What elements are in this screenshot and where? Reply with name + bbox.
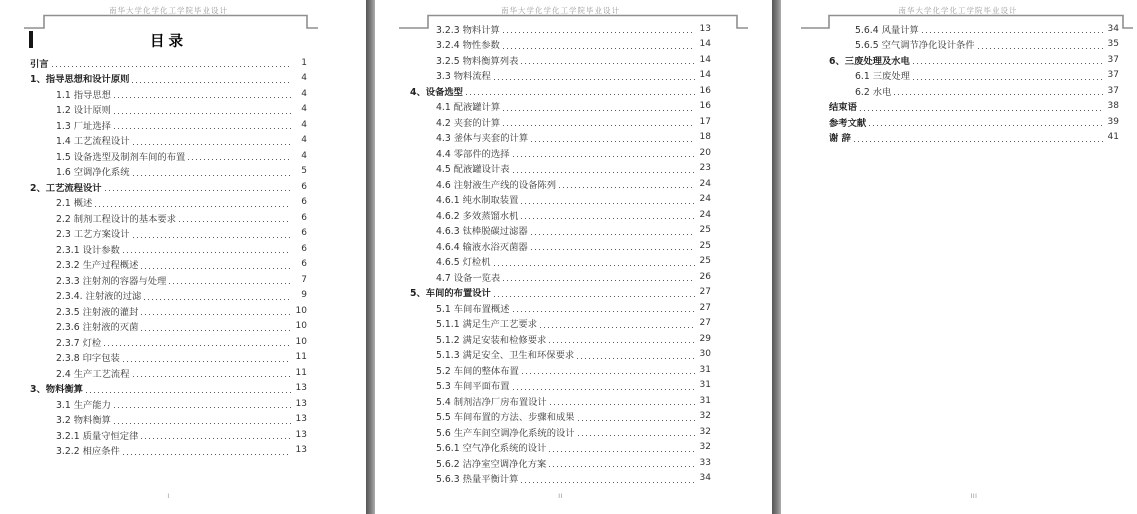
toc-entry-page: 26 [699,271,711,282]
dot-leader [513,156,695,157]
toc-entry-page: 39 [1107,116,1119,127]
dot-leader [466,94,695,95]
toc-entry-page: 31 [699,380,711,390]
toc-entry-page: 32 [699,411,711,421]
toc-entry-page: 11 [295,352,307,362]
toc-entry-page: 4 [301,88,307,99]
toc-entry [829,67,1119,83]
toc-entry-label: 2.3.4. 注射液的过滤 [56,291,142,302]
toc-entry [829,36,1119,52]
dot-leader [494,79,695,80]
toc-entry [410,222,711,238]
toc-entry [410,330,711,346]
toc-entry-label: 4.4 零部件的选择 [436,148,510,160]
toc-entry-page: 1 [301,57,307,68]
dot-leader [513,389,695,390]
toc-entry-page: 25 [699,240,711,251]
toc-entry-label: 引言 [30,58,49,70]
toc-entry-page: 6 [301,212,307,223]
toc-entry-page: 13 [295,414,307,424]
toc-entry-label: 3.2.4 物性参数 [436,40,500,51]
toc-entry [410,237,711,253]
page-header: 南华大学化学化工学院毕业设计 [898,6,1018,15]
toc-entry-page: 17 [699,116,711,127]
toc-entry-label: 2.3.7 灯检 [56,337,102,349]
toc-entry-page: 13 [699,23,711,34]
toc-entry-label: 5.1 车间布置概述 [436,303,510,315]
dot-leader [577,358,695,359]
header-rule [0,0,366,32]
toc-entry-label: 1.5 设备选型及制剂车间的布置 [56,151,186,163]
toc-list-page-3 [829,20,1119,144]
toc-entry [410,361,711,377]
toc-entry [30,333,307,349]
toc-entry-page: 4 [301,135,307,145]
toc-entry [410,392,711,408]
toc-entry [829,98,1119,114]
toc-entry [30,225,307,241]
toc-entry-page: 25 [699,225,711,235]
toc-entry [829,82,1119,98]
toc-entry-label: 6.2 水电 [855,86,892,98]
toc-entry-page: 24 [699,209,711,220]
toc-entry [410,439,711,455]
toc-entry [410,36,711,52]
dot-leader [144,299,291,300]
toc-entry-page: 37 [1107,85,1119,96]
page-header: 南华大学化学化工学院毕业设计 [501,6,620,15]
toc-entry-label: 5.1.2 满足安装和检修要求 [436,334,547,346]
dot-leader [133,237,291,238]
toc-entry-label: 谢 辞 [829,133,851,144]
toc-entry-label: 2.3.2 生产过程概述 [56,260,139,271]
toc-entry-page: 6 [301,243,307,254]
toc-entry-page: 27 [699,302,711,313]
toc-entry [30,147,307,163]
toc-entry-page: 4 [301,73,307,83]
dot-leader [521,63,695,64]
toc-entry-page: 13 [295,445,307,455]
toc-entry [30,364,307,380]
dot-leader [521,203,695,204]
toc-entry-page: 20 [699,147,711,158]
toc-entry-label: 4.6.2 多效蒸馏水机 [436,210,519,222]
toc-list-page-2 [410,20,711,485]
page-footer-2: II [558,493,563,500]
toc-entry-page: 4 [301,150,307,161]
toc-entry-label: 2.1 概述 [56,198,93,209]
toc-entry [410,144,711,160]
toc-entry [30,70,307,86]
toc-entry [30,395,307,411]
toc-entry-label: 4.1 配液罐计算 [436,102,501,113]
toc-title: 目录 [150,34,187,50]
toc-entry-label: 2.2 制剂工程设计的基本要求 [56,213,177,225]
toc-entry [410,113,711,129]
toc-entry-label: 3.2.2 相应条件 [56,446,120,457]
dot-leader [114,97,291,98]
toc-entry-page: 14 [699,39,711,49]
toc-entry [410,206,711,222]
toc-entry-page: 13 [295,383,307,393]
toc-entry-label: 4.2 夹套的计算 [436,117,501,129]
dot-leader [531,141,695,142]
toc-entry-label: 3.2.3 物料计算 [436,24,500,36]
dot-leader [854,141,1103,142]
toc-entry [30,271,307,287]
toc-entry-label: 5.3 车间平面布置 [436,381,510,392]
dot-leader [503,32,695,33]
toc-entry [829,51,1119,67]
toc-entry-page: 35 [1107,39,1119,49]
toc-entry [30,442,307,458]
dot-leader [494,296,695,297]
dot-leader [503,280,695,281]
dot-leader [869,125,1103,126]
toc-entry [410,20,711,36]
toc-entry-label: 4.6.3 钛棒脱碳过滤器 [436,226,528,237]
page-footer-3: III [970,493,978,500]
toc-entry-page: 33 [699,457,711,468]
dot-leader [133,376,291,377]
toc-entry-page: 6 [301,228,307,238]
toc-entry [30,116,307,132]
toc-entry-page: 4 [301,104,307,114]
toc-entry [410,408,711,424]
toc-entry-page: 24 [699,178,711,189]
toc-entry [410,268,711,284]
toc-entry-label: 5.6.3 热量平衡计算 [436,474,519,485]
toc-entry-page: 38 [1107,101,1119,111]
toc-entry-label: 1、指导思想和设计原则 [30,74,130,85]
toc-entry [410,315,711,331]
toc-entry-label: 2.3.1 设计参数 [56,244,120,256]
toc-entry-label: 5.6.4 风量计算 [855,24,919,36]
toc-entry-label: 2、工艺流程设计 [30,182,102,194]
toc-entry [410,98,711,114]
toc-entry-page: 23 [699,163,711,173]
toc-entry-page: 32 [699,426,711,437]
dot-leader [133,175,291,176]
toc-entry [30,163,307,179]
toc-entry-label: 5.6.1 空气净化系统的设计 [436,443,547,454]
toc-entry-label: 5.6.5 空气调节净化设计条件 [855,40,975,51]
toc-entry-label: 6、三废处理及水电 [829,55,910,67]
dot-leader [141,268,291,269]
toc-entry-page: 34 [699,473,711,483]
dot-leader [578,435,695,436]
toc-entry [829,113,1119,129]
dot-leader [95,206,291,207]
toc-entry-page: 14 [699,70,711,80]
toc-entry-page: 25 [699,256,711,266]
dot-leader [105,190,291,191]
toc-entry-label: 5.4 制剂洁净厂房布置设计 [436,396,547,408]
dot-leader [550,404,695,405]
page-1 [0,0,366,514]
dot-leader [531,249,695,250]
toc-entry-label: 3.2 物料衡算 [56,415,111,426]
toc-entry [30,240,307,256]
dot-leader [549,342,695,343]
dot-leader [860,110,1103,111]
toc-entry [410,160,711,176]
toc-entry [30,287,307,303]
toc-entry-page: 29 [699,333,711,344]
toc-entry-page: 37 [1107,70,1119,80]
toc-entry [30,349,307,365]
toc-entry [410,67,711,83]
dot-leader [578,420,695,421]
toc-entry [410,191,711,207]
toc-entry-label: 3.2.5 物料衡算列表 [436,55,519,67]
toc-entry-label: 4.6.4 输液水浴灭菌器 [436,241,528,253]
toc-entry-page: 11 [295,367,307,378]
toc-entry-page: 24 [699,194,711,204]
toc-entry [30,85,307,101]
toc-entry [410,51,711,67]
toc-entry-label: 4.7 设备一览表 [436,272,501,284]
dot-leader [521,482,695,483]
toc-entry-page: 31 [699,395,711,406]
toc-entry-page: 7 [301,274,307,285]
dot-leader [978,48,1103,49]
toc-entry-label: 5.6 生产车间空调净化系统的设计 [436,427,575,439]
dot-leader [503,48,695,49]
dot-leader [531,234,695,235]
toc-entry-label: 5.2 车间的整体布置 [436,365,519,377]
dot-leader [540,327,695,328]
toc-entry-page: 10 [295,305,307,316]
toc-entry [410,253,711,269]
toc-entry-label: 2.3.6 注射液的灭菌 [56,322,139,333]
toc-entry-label: 2.3.5 注射液的灌封 [56,306,139,318]
toc-entry-page: 32 [699,442,711,452]
toc-entry [30,318,307,334]
dot-leader [179,221,291,222]
toc-entry-page: 4 [301,119,307,130]
dot-leader [913,79,1103,80]
toc-entry-label: 4.5 配液罐设计表 [436,164,510,175]
toc-entry-label: 4.6 注射液生产线的设备陈列 [436,179,557,191]
dot-leader [104,345,291,346]
toc-entry-page: 6 [301,197,307,207]
dot-leader [503,110,695,111]
toc-entry [410,454,711,470]
toc-entry-label: 5.1.1 满足生产工艺要求 [436,319,537,330]
page-3 [781,0,1137,514]
dot-leader [141,314,291,315]
dot-leader [188,159,291,160]
toc-entry-page: 5 [301,166,307,176]
toc-entry-page: 10 [295,321,307,331]
toc-entry-page: 10 [295,336,307,347]
toc-entry-page: 14 [699,54,711,65]
toc-entry [410,175,711,191]
dot-leader [521,218,695,219]
toc-entry-label: 1.2 设计原则 [56,105,111,116]
toc-entry-label: 1.3 厂址选择 [56,120,111,132]
toc-entry-label: 1.1 指导思想 [56,89,111,101]
toc-entry-label: 4.6.1 纯水制取装置 [436,195,519,206]
toc-entry-page: 31 [699,364,711,375]
toc-entry-label: 6.1 三废处理 [855,71,910,82]
toc-entry-label: 3.1 生产能力 [56,399,111,411]
toc-entry-page: 16 [699,101,711,111]
dot-leader [894,94,1103,95]
dot-leader [52,66,291,67]
toc-entry [410,346,711,362]
dot-leader [141,330,291,331]
dot-leader [114,407,291,408]
dot-leader [86,392,291,393]
dot-leader [513,172,695,173]
toc-entry [410,470,711,486]
dot-leader [503,125,695,126]
toc-entry-label: 1.6 空调净化系统 [56,167,130,178]
page-header: 南华大学化学化工学院毕业设计 [109,6,228,15]
dot-leader [123,454,291,455]
toc-entry [30,256,307,272]
toc-entry [829,129,1119,145]
dot-leader [141,438,291,439]
dot-leader [169,283,291,284]
dot-leader [922,32,1103,33]
page-2 [375,0,772,514]
dot-leader [913,63,1103,64]
toc-list-page-1 [30,54,307,457]
toc-entry [30,101,307,117]
toc-entry-label: 5.1.3 满足安全、卫生和环保要求 [436,350,575,361]
toc-entry-page: 6 [301,259,307,269]
dot-leader [513,311,695,312]
dot-leader [549,466,695,467]
toc-entry-page: 16 [699,85,711,96]
dot-leader [522,373,695,374]
dot-leader [114,113,291,114]
toc-entry-page: 9 [301,290,307,300]
toc-entry-page: 30 [699,349,711,359]
toc-entry-page: 34 [1107,23,1119,34]
dot-leader [123,361,291,362]
toc-entry-label: 2.3.3 注射剂的容器与处理 [56,275,167,287]
toc-entry-label: 参考文献 [829,117,867,129]
dot-leader [114,128,291,129]
toc-entry-page: 13 [295,429,307,440]
dot-leader [133,144,291,145]
page-footer-1: I [167,493,170,500]
toc-entry-page: 27 [699,287,711,297]
toc-entry [30,54,307,70]
toc-entry [30,426,307,442]
toc-entry [30,132,307,148]
toc-entry [410,423,711,439]
dot-leader [559,187,695,188]
toc-entry [410,129,711,145]
toc-entry-page: 27 [699,318,711,328]
toc-entry [30,411,307,427]
dot-leader [132,82,291,83]
toc-entry [410,299,711,315]
toc-entry-page: 6 [301,181,307,192]
toc-entry [829,20,1119,36]
toc-entry [30,194,307,210]
toc-entry [410,82,711,98]
toc-entry [410,377,711,393]
page-gap-1 [366,0,375,514]
toc-entry-page: 18 [699,132,711,142]
dot-leader [123,252,291,253]
toc-entry-label: 4、设备选型 [410,86,463,98]
toc-entry-page: 13 [295,398,307,409]
dot-leader [549,451,695,452]
toc-entry [30,209,307,225]
toc-entry-page: 37 [1107,54,1119,65]
toc-entry-label: 3.2.1 质量守恒定律 [56,430,139,442]
toc-entry-label: 4.6.5 灯检机 [436,257,491,268]
toc-entry [30,178,307,194]
toc-entry-label: 2.3 工艺方案设计 [56,229,130,240]
toc-entry-label: 5.5 车间布置的方法、步骤和成果 [436,412,575,423]
toc-entry [30,302,307,318]
toc-entry-page: 41 [1107,132,1119,142]
toc-entry-label: 2.3.8 印字包装 [56,353,120,364]
toc-entry-label: 5.6.2 洁净室空调净化方案 [436,458,547,470]
page-gap-2 [772,0,781,514]
toc-entry [30,380,307,396]
toc-entry-label: 3.3 物料流程 [436,71,491,82]
toc-entry-label: 1.4 工艺流程设计 [56,136,130,147]
toc-entry-label: 3、物料衡算 [30,384,83,395]
dot-leader [114,423,291,424]
toc-entry-label: 5、车间的布置设计 [410,288,491,299]
toc-entry-label: 2.4 生产工艺流程 [56,368,130,380]
toc-entry-label: 4.3 釜体与夹套的计算 [436,133,529,144]
toc-entry [410,284,711,300]
toc-entry-label: 结束语 [829,102,857,113]
dot-leader [494,265,695,266]
